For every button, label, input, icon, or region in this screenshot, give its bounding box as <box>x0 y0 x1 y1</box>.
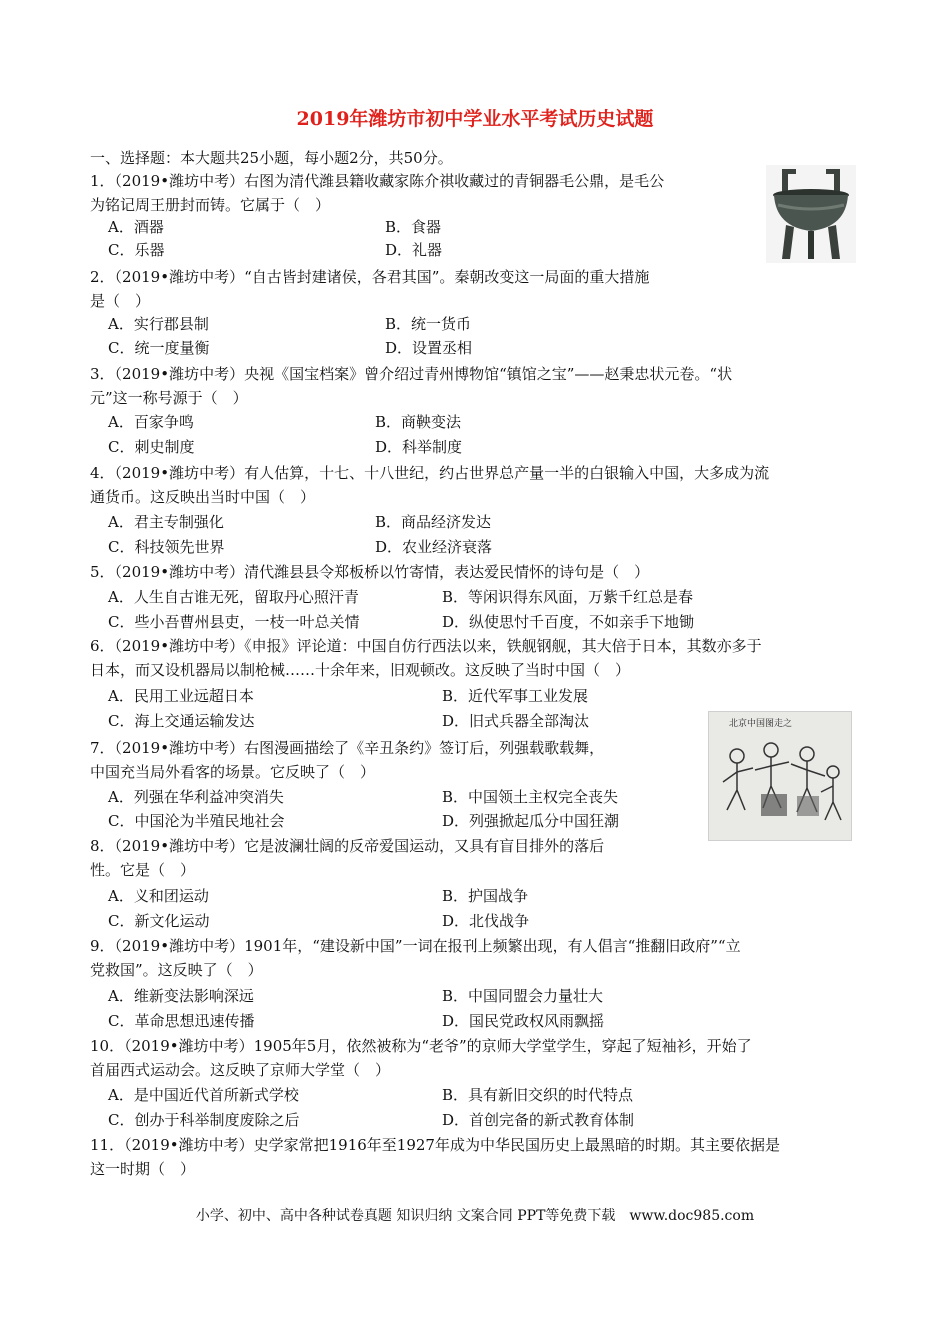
q1-option-c: C．乐器 <box>108 241 165 259</box>
q3-option-d: D．科举制度 <box>375 438 463 456</box>
q1-option-a: A．酒器 <box>108 218 164 236</box>
q1-option-b: B．食器 <box>385 218 442 236</box>
q2-option-d: D．设置丞相 <box>385 339 473 357</box>
q3-option-b: B．商鞅变法 <box>375 413 462 431</box>
q4-option-b: B．商品经济发达 <box>375 513 492 531</box>
q8-line-1: 8．（2019•潍坊中考）它是波澜壮阔的反帝爱国运动，又具有盲目排外的落后 <box>90 837 605 855</box>
q1-line-2: 为铭记周王册封而铸。它属于（ ） <box>90 196 331 214</box>
q9-option-d: D．国民党政权风雨飘摇 <box>442 1012 605 1030</box>
q2-option-a: A．实行郡县制 <box>108 315 209 333</box>
q5-option-d: D．纵使思忖千百度，不如亲手下地锄 <box>442 613 695 631</box>
bronze-ding-image <box>766 165 856 263</box>
q7-option-b: B．中国领土主权完全丧失 <box>442 788 619 806</box>
q3-line-1: 3．（2019•潍坊中考）央视《国宝档案》曾介绍过青州博物馆“镇馆之宝”——赵秉忠状元卷。“状 <box>90 365 733 383</box>
q7-line-2: 中国充当局外看客的场景。它反映了（ ） <box>90 763 376 781</box>
q10-line-2: 首届西式运动会。这反映了京师大学堂（ ） <box>90 1061 391 1079</box>
q5-option-a: A．人生自古谁无死，留取丹心照汗青 <box>108 588 359 606</box>
q8-option-b: B．护国战争 <box>442 887 529 905</box>
q5-option-c: C．些小吾曹州县吏，一枝一叶总关情 <box>108 613 360 631</box>
q4-option-d: D．农业经济衰落 <box>375 538 493 556</box>
q5-option-b: B．等闲识得东风面，万紫千红总是春 <box>442 588 694 606</box>
q8-option-d: D．北伐战争 <box>442 912 530 930</box>
q4-option-a: A．君主专制强化 <box>108 513 224 531</box>
q2-option-c: C．统一度量衡 <box>108 339 210 357</box>
q9-option-a: A．维新变法影响深远 <box>108 987 254 1005</box>
q8-line-2: 性。它是（ ） <box>90 861 196 879</box>
q1-option-d: D．礼器 <box>385 241 443 259</box>
q4-line-1: 4．（2019•潍坊中考）有人估算，十七、十八世纪，约占世界总产量一半的白银输入中国，大多成为流 <box>90 464 770 482</box>
q3-option-a: A．百家争鸣 <box>108 413 194 431</box>
q7-option-c: C．中国沦为半殖民地社会 <box>108 812 285 830</box>
q10-option-a: A．是中国近代首所新式学校 <box>108 1086 299 1104</box>
q4-line-2: 通货币。这反映出当时中国（ ） <box>90 488 316 506</box>
q5-line-1: 5．（2019•潍坊中考）清代潍县县令郑板桥以竹寄情，表达爱民情怀的诗句是（ ） <box>90 563 650 581</box>
q8-option-c: C．新文化运动 <box>108 912 210 930</box>
cartoon-image <box>708 711 852 841</box>
q11-line-2: 这一时期（ ） <box>90 1160 196 1178</box>
cartoon-caption: 北京中国图走之 <box>729 719 793 729</box>
page-footer: 小学、初中、高中各种试卷真题 知识归纳 文案合同 PPT等免费下载 www.doc985.com <box>195 1208 755 1224</box>
q6-line-2: 日本，而又设机器局以制枪械……十余年来，旧观顿改。这反映了当时中国（ ） <box>90 661 631 679</box>
q2-line-2: 是（ ） <box>90 292 151 310</box>
q7-line-1: 7．（2019•潍坊中考）右图漫画描绘了《辛丑条约》签订后，列强载歌载舞， <box>90 739 605 757</box>
q6-option-a: A．民用工业远超日本 <box>108 687 254 705</box>
q9-option-c: C．革命思想迅速传播 <box>108 1012 255 1030</box>
q4-option-c: C．科技领先世界 <box>108 538 225 556</box>
q2-option-b: B．统一货币 <box>385 315 472 333</box>
section-heading: 一、选择题：本大题共25小题，每小题2分，共50分。 <box>90 149 453 167</box>
q9-option-b: B．中国同盟会力量壮大 <box>442 987 604 1005</box>
q10-line-1: 10．（2019•潍坊中考）1905年5月，依然被称为“老爷”的京师大学堂学生，穿起了短袖衫，开始了 <box>90 1037 752 1055</box>
q10-option-b: B．具有新旧交织的时代特点 <box>442 1086 634 1104</box>
q6-option-b: B．近代军事工业发展 <box>442 687 589 705</box>
q9-line-2: 党救国”。这反映了（ ） <box>90 961 263 979</box>
q1-line-1: 1．（2019•潍坊中考）右图为清代潍县籍收藏家陈介祺收藏过的青铜器毛公鼎，是毛公 <box>90 172 665 190</box>
q7-option-d: D．列强掀起瓜分中国狂潮 <box>442 812 620 830</box>
q3-line-2: 元”这一称号源于（ ） <box>90 389 248 407</box>
q11-line-1: 11．（2019•潍坊中考）史学家常把1916年至1927年成为中华民国历史上最黑暗的时期。其主要依据是 <box>90 1136 780 1154</box>
q10-option-c: C．创办于科举制度废除之后 <box>108 1111 300 1129</box>
q8-option-a: A．义和团运动 <box>108 887 209 905</box>
q7-option-a: A．列强在华利益冲突消失 <box>108 788 284 806</box>
q6-option-c: C．海上交通运输发达 <box>108 712 255 730</box>
q9-line-1: 9．（2019•潍坊中考）1901年，“建设新中国”一词在报刊上频繁出现，有人倡言“推翻旧政府”“立 <box>90 937 741 955</box>
q6-option-d: D．旧式兵器全部淘汰 <box>442 712 590 730</box>
q2-line-1: 2．（2019•潍坊中考）“自古皆封建诸侯，各君其国”。秦朝改变这一局面的重大措施 <box>90 268 650 286</box>
q6-line-1: 6．（2019•潍坊中考）《申报》评论道：中国自仿行西法以来，铁舰钢舰，其大倍于日本，其数亦多于 <box>90 637 762 655</box>
page-title: 2019年潍坊市初中学业水平考试历史试题 <box>296 108 654 130</box>
q10-option-d: D．首创完备的新式教育体制 <box>442 1111 635 1129</box>
q3-option-c: C．刺史制度 <box>108 438 195 456</box>
